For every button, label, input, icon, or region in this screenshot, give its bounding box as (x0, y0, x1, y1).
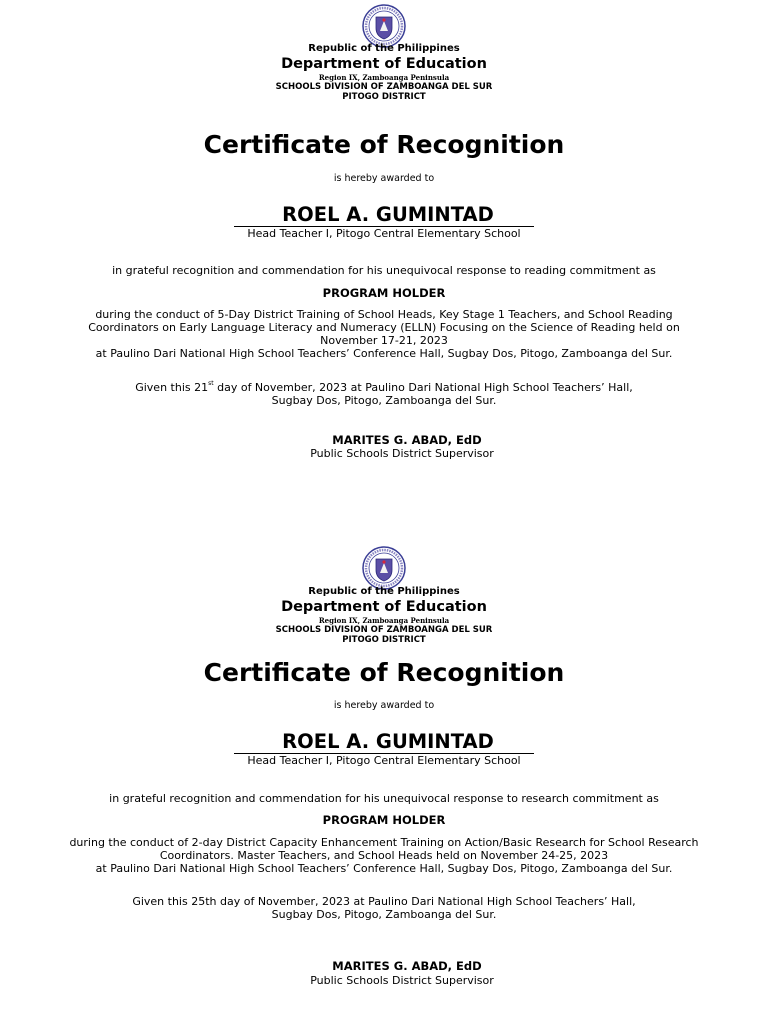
awarded-to-label: is hereby awarded to (333, 700, 435, 711)
event-line-2: Coordinators. Master Teachers, and School Heads held on November 24-25, 2023 (159, 849, 609, 862)
district-label: PITOGO DISTRICT (342, 92, 426, 102)
event-line-3: November 17-21, 2023 (320, 334, 448, 347)
event-line-1: during the conduct of 5-Day District Training of School Heads, Key Stage 1 Teachers, and School Reading (95, 308, 673, 321)
role-label: PROGRAM HOLDER (322, 813, 446, 827)
republic-label: Republic of the Philippines (308, 586, 460, 597)
division-label: SCHOOLS DIVISION OF ZAMBOANGA DEL SUR (275, 625, 493, 635)
signatory-title: Public Schools District Supervisor (310, 974, 494, 987)
district-label: PITOGO DISTRICT (342, 635, 426, 645)
recipient-position: Head Teacher I, Pitogo Central Elementary School (247, 754, 521, 767)
department-title: Department of Education (281, 599, 487, 615)
deped-seal-icon (361, 4, 407, 48)
recipient-name-text: ROEL A. GUMINTAD (234, 204, 534, 227)
certificate-title: Certificate of Recognition (203, 658, 565, 687)
region-label: Region IX, Zamboanga Peninsula (318, 73, 450, 82)
recognition-line: in grateful recognition and commendation for his unequivocal response to research commitment as (109, 792, 659, 805)
given-line-1: Given this 25th day of November, 2023 at Paulino Dari National High School Teachers’ Hall, (132, 895, 636, 908)
event-line-1: during the conduct of 2-day District Capacity Enhancement Training on Action/Basic Research for School Research (69, 836, 699, 849)
republic-label: Republic of the Philippines (308, 43, 460, 54)
signatory-name: MARITES G. ABAD, EdD (332, 433, 482, 447)
venue-line: at Paulino Dari National High School Teachers’ Conference Hall, Sugbay Dos, Pitogo, Zamboanga del Sur. (95, 862, 673, 875)
signatory-name: MARITES G. ABAD, EdD (332, 959, 482, 973)
recipient-position: Head Teacher I, Pitogo Central Elementary School (247, 227, 521, 240)
event-line-2: Coordinators on Early Language Literacy and Numeracy (ELLN) Focusing on the Science of Reading held on (88, 321, 680, 334)
role-label: PROGRAM HOLDER (322, 286, 446, 300)
given-line-1: Given this 21st day of November, 2023 at Paulino Dari National High School Teachers’ Hall, (135, 380, 633, 394)
given-line-2: Sugbay Dos, Pitogo, Zamboanga del Sur. (271, 908, 497, 921)
certificate-title: Certificate of Recognition (203, 130, 565, 159)
department-title: Department of Education (281, 56, 487, 72)
division-label: SCHOOLS DIVISION OF ZAMBOANGA DEL SUR (275, 82, 493, 92)
region-label: Region IX, Zamboanga Peninsula (318, 616, 450, 625)
recipient-name (0, 730, 768, 754)
deped-seal-icon (361, 546, 407, 590)
recipient-name (0, 203, 768, 227)
awarded-to-label: is hereby awarded to (333, 173, 435, 184)
recipient-name-text: ROEL A. GUMINTAD (234, 731, 534, 754)
signatory-title: Public Schools District Supervisor (310, 447, 494, 460)
recognition-line: in grateful recognition and commendation for his unequivocal response to reading commitment as (112, 264, 656, 277)
venue-line: at Paulino Dari National High School Teachers’ Conference Hall, Sugbay Dos, Pitogo, Zamboanga del Sur. (95, 347, 673, 360)
given-line-2: Sugbay Dos, Pitogo, Zamboanga del Sur. (271, 394, 497, 407)
